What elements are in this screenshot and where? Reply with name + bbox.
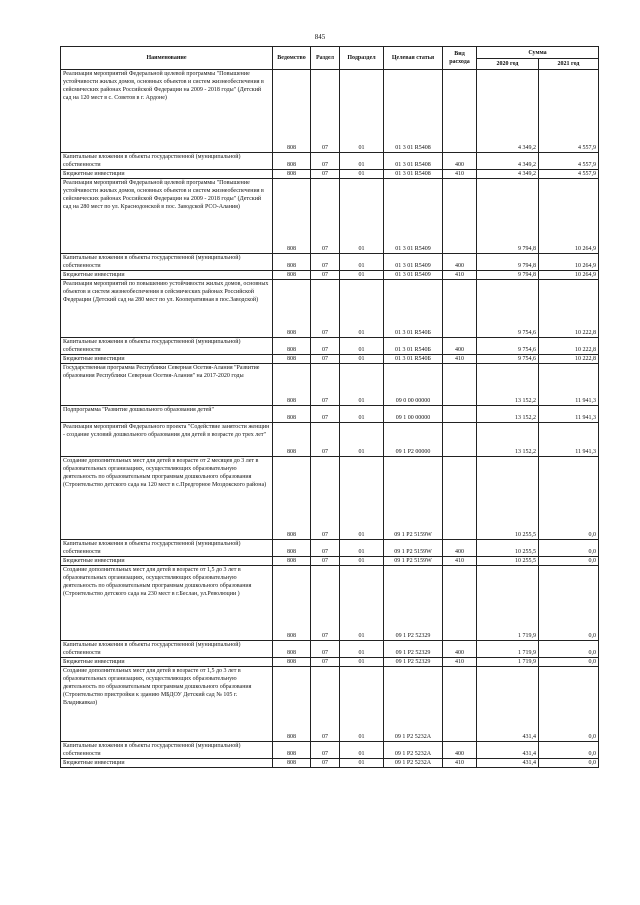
cell-expense-type	[443, 406, 477, 423]
table-row	[61, 406, 599, 423]
cell-sum-2021: 0,0	[539, 759, 599, 768]
cell-expense-type	[443, 423, 477, 457]
cell-name: Подпрограмма "Развитие дошкольного образования детей"	[61, 406, 273, 423]
cell-podrazdel: 01	[340, 70, 384, 153]
table-row	[61, 338, 599, 355]
cell-sum-2021: 4 557,9	[539, 170, 599, 179]
cell-sum-2020: 10 255,5	[477, 457, 539, 540]
header-razdel: Раздел	[311, 47, 340, 70]
cell-expense-type: 410	[443, 355, 477, 364]
cell-vedomstvo: 808	[273, 70, 311, 153]
cell-razdel: 07	[311, 254, 340, 271]
cell-expense-type: 410	[443, 658, 477, 667]
cell-expense-type: 410	[443, 759, 477, 768]
cell-sum-2020: 9 754,6	[477, 355, 539, 364]
cell-razdel: 07	[311, 271, 340, 280]
cell-target-article: 01 3 01 R540Б	[384, 280, 443, 338]
cell-razdel: 07	[311, 742, 340, 759]
cell-name: Создание дополнительных мест для детей в возрасте от 1,5 до 3 лет в образовательных организациях, осуществляющих образовательную деятельность по образовательным программам дошкольного образования (Строительство детского сада на 230 мест в г.Беслан, ул.Революции )	[61, 566, 273, 641]
cell-vedomstvo: 808	[273, 540, 311, 557]
cell-sum-2021: 4 557,9	[539, 153, 599, 170]
cell-sum-2020: 1 719,9	[477, 566, 539, 641]
cell-target-article: 09 1 P2 5232А	[384, 759, 443, 768]
cell-sum-2021: 4 557,9	[539, 70, 599, 153]
cell-sum-2020: 13 152,2	[477, 423, 539, 457]
cell-expense-type: 400	[443, 641, 477, 658]
cell-sum-2020: 9 794,8	[477, 254, 539, 271]
cell-vedomstvo: 808	[273, 667, 311, 742]
cell-podrazdel: 01	[340, 759, 384, 768]
cell-name: Капитальные вложения в объекты государственной (муниципальной) собственности	[61, 540, 273, 557]
cell-razdel: 07	[311, 658, 340, 667]
cell-sum-2020: 431,4	[477, 742, 539, 759]
cell-name: Капитальные вложения в объекты государственной (муниципальной) собственности	[61, 254, 273, 271]
cell-vedomstvo: 808	[273, 557, 311, 566]
header-name: Наименование	[61, 47, 273, 70]
cell-expense-type: 400	[443, 254, 477, 271]
cell-expense-type	[443, 179, 477, 254]
cell-razdel: 07	[311, 457, 340, 540]
table-row	[61, 364, 599, 406]
cell-sum-2021: 10 264,9	[539, 179, 599, 254]
cell-sum-2021: 10 222,8	[539, 338, 599, 355]
cell-target-article: 01 3 01 R5408	[384, 153, 443, 170]
cell-target-article: 01 3 01 R5409	[384, 271, 443, 280]
cell-sum-2020: 4 349,2	[477, 70, 539, 153]
cell-razdel: 07	[311, 667, 340, 742]
cell-expense-type: 400	[443, 338, 477, 355]
header-expense-type: Вид расхода	[443, 47, 477, 70]
cell-name: Капитальные вложения в объекты государственной (муниципальной) собственности	[61, 641, 273, 658]
cell-podrazdel: 01	[340, 280, 384, 338]
cell-target-article: 09 0 00 00000	[384, 364, 443, 406]
cell-name: Государственная программа Республики Северная Осетия-Алания "Развитие образования Республики Северная Осетия-Алания" на 2017-2020 годы	[61, 364, 273, 406]
cell-podrazdel: 01	[340, 667, 384, 742]
cell-vedomstvo: 808	[273, 566, 311, 641]
cell-sum-2021: 0,0	[539, 658, 599, 667]
cell-podrazdel: 01	[340, 457, 384, 540]
table-row	[61, 70, 599, 153]
cell-podrazdel: 01	[340, 271, 384, 280]
cell-expense-type	[443, 667, 477, 742]
header-year-2021: 2021 год	[539, 59, 599, 70]
cell-podrazdel: 01	[340, 153, 384, 170]
page-number: 845	[314, 33, 326, 41]
table-row	[61, 557, 599, 566]
cell-razdel: 07	[311, 641, 340, 658]
cell-target-article: 01 3 01 R5409	[384, 254, 443, 271]
cell-sum-2021: 11 941,3	[539, 406, 599, 423]
header-target-article: Целевая статья	[384, 47, 443, 70]
cell-podrazdel: 01	[340, 557, 384, 566]
cell-sum-2021: 11 941,3	[539, 423, 599, 457]
cell-name: Создание дополнительных мест для детей в возрасте от 2 месяцев до 3 лет в образовательных организациях, осуществляющих образовательную деятельность по образовательным программам дошкольного образования (Строительство детского сада на 120 мест в с.Предгорное Моздокского района)	[61, 457, 273, 540]
cell-target-article: 09 1 00 00000	[384, 406, 443, 423]
cell-razdel: 07	[311, 170, 340, 179]
header-vedomstvo: Ведомство	[273, 47, 311, 70]
cell-razdel: 07	[311, 364, 340, 406]
cell-sum-2020: 9 754,6	[477, 280, 539, 338]
cell-sum-2021: 0,0	[539, 667, 599, 742]
cell-razdel: 07	[311, 179, 340, 254]
table-row	[61, 742, 599, 759]
cell-name: Бюджетные инвестиции	[61, 170, 273, 179]
table-row	[61, 457, 599, 540]
cell-razdel: 07	[311, 406, 340, 423]
cell-sum-2020: 9 794,8	[477, 179, 539, 254]
cell-vedomstvo: 808	[273, 280, 311, 338]
table-body	[61, 70, 599, 768]
cell-vedomstvo: 808	[273, 457, 311, 540]
cell-sum-2020: 9 754,6	[477, 338, 539, 355]
cell-target-article: 01 3 01 R540Б	[384, 338, 443, 355]
cell-vedomstvo: 808	[273, 153, 311, 170]
cell-podrazdel: 01	[340, 179, 384, 254]
cell-expense-type	[443, 364, 477, 406]
cell-target-article: 01 3 01 R540Б	[384, 355, 443, 364]
header-podrazdel: Подраздел	[340, 47, 384, 70]
cell-razdel: 07	[311, 355, 340, 364]
cell-expense-type: 400	[443, 153, 477, 170]
cell-expense-type: 400	[443, 540, 477, 557]
cell-podrazdel: 01	[340, 170, 384, 179]
cell-podrazdel: 01	[340, 406, 384, 423]
cell-podrazdel: 01	[340, 658, 384, 667]
cell-sum-2020: 9 794,8	[477, 271, 539, 280]
cell-expense-type: 410	[443, 557, 477, 566]
cell-vedomstvo: 808	[273, 406, 311, 423]
cell-expense-type	[443, 280, 477, 338]
cell-name: Капитальные вложения в объекты государственной (муниципальной) собственности	[61, 153, 273, 170]
cell-razdel: 07	[311, 70, 340, 153]
cell-name: Капитальные вложения в объекты государственной (муниципальной) собственности	[61, 742, 273, 759]
table-row	[61, 566, 599, 641]
cell-sum-2020: 13 152,2	[477, 364, 539, 406]
table-row	[61, 254, 599, 271]
cell-sum-2021: 0,0	[539, 457, 599, 540]
cell-razdel: 07	[311, 153, 340, 170]
table-row	[61, 423, 599, 457]
cell-podrazdel: 01	[340, 254, 384, 271]
cell-sum-2021: 10 264,9	[539, 271, 599, 280]
cell-sum-2020: 13 152,2	[477, 406, 539, 423]
cell-razdel: 07	[311, 338, 340, 355]
cell-name: Реализация мероприятий Федеральной целевой программы "Повышение устойчивости жилых домов, основных объектов и систем жизнеобеспечения в сейсмических районах Российской Федерации на 2009 - 2018 годы" (Детский сад на 280 мест по ул. Краснодонской в пос. Заводской РСО-Алания)	[61, 179, 273, 254]
cell-expense-type: 410	[443, 271, 477, 280]
table-row	[61, 179, 599, 254]
cell-name: Реализация мероприятий Федеральной целевой программы "Повышение устойчивости жилых домов, основных объектов и систем жизнеобеспечения в сейсмических районах Российской Федерации на 2009 - 2018 годы" (Детский сад на 120 мест в с. Советов в г. Ардоне)	[61, 70, 273, 153]
cell-razdel: 07	[311, 566, 340, 641]
cell-vedomstvo: 808	[273, 364, 311, 406]
cell-razdel: 07	[311, 540, 340, 557]
cell-target-article: 09 1 P2 52329	[384, 658, 443, 667]
table-row	[61, 540, 599, 557]
cell-sum-2021: 0,0	[539, 540, 599, 557]
table-row	[61, 667, 599, 742]
cell-sum-2020: 1 719,9	[477, 658, 539, 667]
cell-podrazdel: 01	[340, 338, 384, 355]
cell-podrazdel: 01	[340, 355, 384, 364]
cell-sum-2021: 10 264,9	[539, 254, 599, 271]
table-row	[61, 641, 599, 658]
cell-podrazdel: 01	[340, 742, 384, 759]
cell-name: Бюджетные инвестиции	[61, 557, 273, 566]
cell-target-article: 01 3 01 R5409	[384, 179, 443, 254]
cell-razdel: 07	[311, 557, 340, 566]
cell-sum-2020: 4 349,2	[477, 170, 539, 179]
cell-name: Бюджетные инвестиции	[61, 658, 273, 667]
cell-sum-2021: 0,0	[539, 557, 599, 566]
cell-vedomstvo: 808	[273, 742, 311, 759]
table-row	[61, 170, 599, 179]
cell-expense-type: 400	[443, 742, 477, 759]
cell-podrazdel: 01	[340, 566, 384, 641]
cell-sum-2021: 11 941,3	[539, 364, 599, 406]
cell-expense-type	[443, 566, 477, 641]
cell-target-article: 09 1 P2 52329	[384, 641, 443, 658]
cell-podrazdel: 01	[340, 364, 384, 406]
cell-name: Реализация мероприятий по повышению устойчивости жилых домов, основных объектов и систем жизнеобеспечения в сейсмических районах Российской Федерации (Детский сад на 280 мест по ул. Кооперативная в пос.Заводской)	[61, 280, 273, 338]
cell-vedomstvo: 808	[273, 658, 311, 667]
cell-target-article: 09 1 P2 5232А	[384, 742, 443, 759]
cell-expense-type: 410	[443, 170, 477, 179]
cell-expense-type	[443, 70, 477, 153]
cell-vedomstvo: 808	[273, 271, 311, 280]
table-row	[61, 658, 599, 667]
cell-target-article: 09 1 P2 00000	[384, 423, 443, 457]
cell-target-article: 09 1 P2 5159W	[384, 457, 443, 540]
cell-vedomstvo: 808	[273, 338, 311, 355]
cell-target-article: 09 1 P2 5159W	[384, 557, 443, 566]
cell-target-article: 09 1 P2 5159W	[384, 540, 443, 557]
cell-name: Бюджетные инвестиции	[61, 355, 273, 364]
cell-vedomstvo: 808	[273, 759, 311, 768]
cell-vedomstvo: 808	[273, 641, 311, 658]
table-row	[61, 759, 599, 768]
cell-razdel: 07	[311, 759, 340, 768]
header-year-2020: 2020 год	[477, 59, 539, 70]
cell-name: Бюджетные инвестиции	[61, 271, 273, 280]
cell-vedomstvo: 808	[273, 179, 311, 254]
cell-sum-2020: 10 255,5	[477, 557, 539, 566]
cell-razdel: 07	[311, 423, 340, 457]
header-sum: Сумма	[477, 47, 599, 59]
table-row	[61, 355, 599, 364]
cell-sum-2021: 0,0	[539, 742, 599, 759]
table-row	[61, 271, 599, 280]
cell-target-article: 01 3 01 R5408	[384, 70, 443, 153]
cell-sum-2020: 4 349,2	[477, 153, 539, 170]
cell-expense-type	[443, 457, 477, 540]
cell-name: Реализация мероприятий Федерального проекта "Содействие занятости женщин - создание условий дошкольного образования для детей в возрасте до трех лет"	[61, 423, 273, 457]
cell-podrazdel: 01	[340, 641, 384, 658]
budget-table	[60, 46, 599, 768]
cell-name: Создание дополнительных мест для детей в возрасте от 1,5 до 3 лет в образовательных организациях, осуществляющих образовательную деятельность по образовательным программам дошкольного образования (Строительство пристройки к зданию МБДОУ Детский сад № 105 г. Владикавказ)	[61, 667, 273, 742]
cell-sum-2021: 0,0	[539, 566, 599, 641]
cell-target-article: 09 1 P2 5232А	[384, 667, 443, 742]
cell-razdel: 07	[311, 280, 340, 338]
cell-sum-2020: 431,4	[477, 667, 539, 742]
cell-name: Капитальные вложения в объекты государственной (муниципальной) собственности	[61, 338, 273, 355]
cell-target-article: 01 3 01 R5408	[384, 170, 443, 179]
cell-vedomstvo: 808	[273, 170, 311, 179]
cell-sum-2020: 1 719,9	[477, 641, 539, 658]
cell-sum-2020: 10 255,5	[477, 540, 539, 557]
cell-target-article: 09 1 P2 52329	[384, 566, 443, 641]
cell-vedomstvo: 808	[273, 254, 311, 271]
cell-podrazdel: 01	[340, 540, 384, 557]
cell-sum-2021: 0,0	[539, 641, 599, 658]
table-header	[61, 47, 599, 70]
cell-vedomstvo: 808	[273, 355, 311, 364]
table-row	[61, 153, 599, 170]
cell-sum-2021: 10 222,8	[539, 280, 599, 338]
cell-podrazdel: 01	[340, 423, 384, 457]
cell-name: Бюджетные инвестиции	[61, 759, 273, 768]
cell-vedomstvo: 808	[273, 423, 311, 457]
table-row	[61, 280, 599, 338]
cell-sum-2021: 10 222,8	[539, 355, 599, 364]
cell-sum-2020: 431,4	[477, 759, 539, 768]
